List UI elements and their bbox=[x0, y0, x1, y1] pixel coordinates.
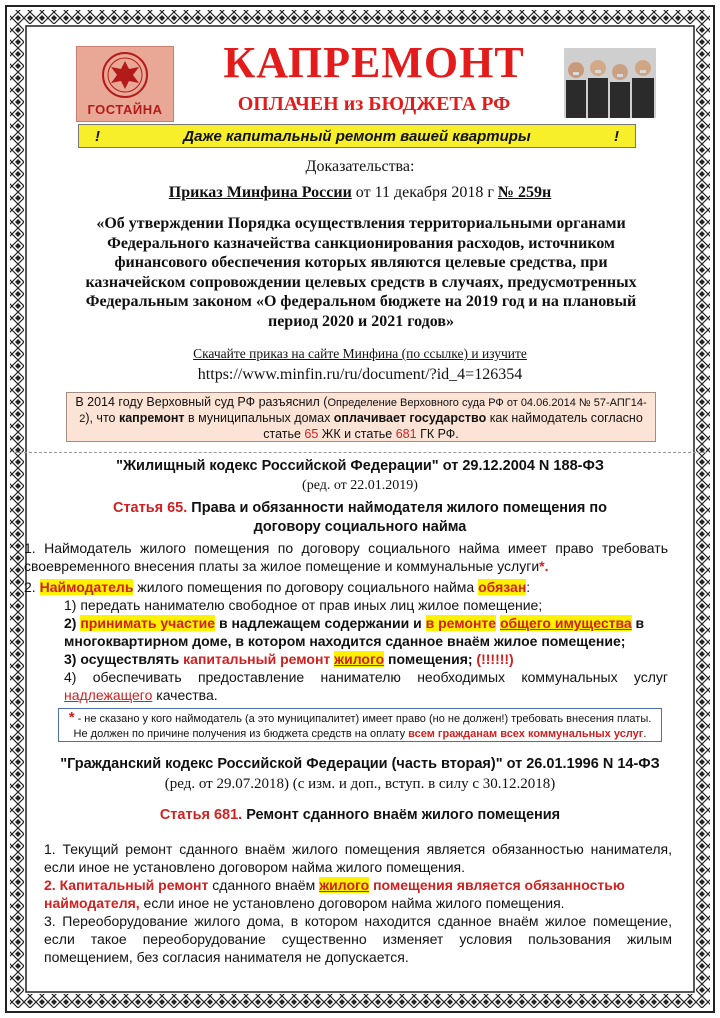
housing-code-title: "Жилищный кодекс Российской Федерации" от 29.12.2004 N 188-ФЗ bbox=[116, 458, 604, 474]
article-681-title: Ремонт сданного внаём жилого помещения bbox=[242, 807, 561, 823]
p2-num: 2. bbox=[24, 579, 40, 595]
p2-landlord: Наймодатель bbox=[39, 579, 134, 595]
article-65-label: Статья 65. bbox=[112, 500, 188, 516]
gostaina-logo bbox=[76, 46, 174, 122]
list-item bbox=[64, 614, 668, 650]
housing-code-edition: (ред. от 22.01.2019) bbox=[302, 478, 418, 493]
court-text-c: ), что bbox=[85, 411, 119, 425]
i2-repair: в ремонте bbox=[425, 615, 497, 631]
obligations-list bbox=[64, 596, 668, 704]
minfin-url[interactable]: https://www.minfin.ru/ru/document/?id_4=126354 bbox=[197, 366, 523, 383]
note-line2-end: . bbox=[643, 728, 647, 740]
article-681-p1: 1. Текущий ремонт сданного внаём жилого помещения является обязанностью нанимателя, если иное не установлено договором найма жилого помещения. bbox=[44, 841, 672, 875]
banner-text: Даже капитальный ремонт вашей квартиры bbox=[183, 127, 531, 145]
i3-exclaims: (!!!!!!) bbox=[476, 651, 514, 667]
list-item: 1) передать нанимателю свободное от прав иных лиц жилое помещение; bbox=[64, 597, 543, 613]
note-box bbox=[58, 708, 662, 742]
content bbox=[24, 34, 676, 984]
article-681-p3: 3. Переоборудование жилого дома, в котором находится сданное внаём жилое помещение, если такое переоборудование существенно изменяет условия пользования жилым помещением, без согласия нанимателя не допускается. bbox=[44, 913, 672, 965]
article-681-p2 bbox=[44, 876, 672, 912]
p2-capital-repair: 2. Капитальный ремонт bbox=[44, 877, 209, 893]
i2-g: в многоквартирном доме, в котором находится сданное внаём жилое помещение; bbox=[64, 615, 645, 649]
court-capremont: капремонт bbox=[118, 411, 185, 425]
download-hint[interactable]: Скачайте приказ на сайте Минфина (по ссылке) и изучите bbox=[193, 346, 527, 361]
i2-participate: принимать участие bbox=[80, 615, 216, 631]
p2-landlord-duty: помещения является обязанностью наймодателя, bbox=[44, 877, 625, 911]
court-art-65: 65 bbox=[304, 427, 319, 441]
p2-residential: жилого bbox=[319, 877, 370, 893]
article-65-p1 bbox=[24, 539, 668, 575]
i2-common-property: общего имущества bbox=[499, 615, 632, 631]
i3-e: помещения; bbox=[384, 651, 477, 667]
i2-c: в надлежащем содержании и bbox=[215, 615, 426, 631]
headline-banner bbox=[78, 124, 636, 148]
order-date: от 11 декабря 2018 г bbox=[351, 184, 498, 201]
article-65-p2 bbox=[24, 578, 668, 596]
note-line2: Не должен по причине получения из бюджета средств на оплату bbox=[73, 728, 409, 740]
court-ruling: Определение Верховного суда РФ от 04.06.2014 № 57-АПГ14-2 bbox=[79, 397, 647, 425]
logo-text: ГОСТАЙНА bbox=[87, 102, 163, 117]
note-line1: - не сказано у кого наймодатель (а это муниципалитет) имеет право (но не должен!) требовать внесения платы. bbox=[74, 713, 652, 725]
proof-label: Доказательства: bbox=[305, 158, 415, 175]
court-art-681: 681 bbox=[395, 427, 417, 441]
banner-exclaim-right: ! bbox=[614, 127, 619, 145]
p1-star: *. bbox=[539, 558, 549, 574]
order-reference bbox=[44, 184, 676, 202]
page-title: КАПРЕМОНТ bbox=[223, 38, 525, 87]
order-quote: «Об утверждении Порядка осуществления территориальными органами Федерального казначейства санкционирования расходов, источником финансового обеспечения которых являются целевые средства, при казначейском сопровождении целевых средств в случаях, предусмотренных Федеральным законом «О федеральном бюджете на 2019 год и на плановый период 2020 и 2021 годов» bbox=[85, 215, 637, 330]
note-star: * bbox=[68, 709, 75, 726]
p2-end: : bbox=[526, 579, 531, 595]
civil-code-edition: (ред. от 29.07.2018) (с изм. и доп., вступ. в силу с 30.12.2018) bbox=[164, 776, 556, 792]
header bbox=[44, 34, 676, 122]
banner-exclaim-left: ! bbox=[95, 127, 100, 145]
i2-a: 2) bbox=[64, 615, 81, 631]
court-text-i: ЖК и статье bbox=[318, 427, 396, 441]
court-state-pays: оплачивает государство bbox=[333, 411, 487, 425]
i4-c: качества. bbox=[152, 687, 218, 703]
court-text-a: В 2014 году Верховный суд РФ разъяснил ( bbox=[75, 395, 328, 409]
divider bbox=[14, 452, 706, 453]
page-subtitle: ОПЛАЧЕН из БЮДЖЕТА РФ bbox=[237, 93, 511, 115]
civil-code-title: "Гражданский кодекс Российской Федерации (часть вторая)" от 26.01.1996 N 14-ФЗ bbox=[60, 756, 660, 772]
article-65-title: Права и обязанности наймодателя жилого помещения по договору социального найма bbox=[187, 500, 608, 535]
court-text-e: в муниципальных домах bbox=[184, 411, 334, 425]
i3-a: 3) осуществлять bbox=[64, 651, 184, 667]
court-text-g: как наймодатель согласно статье bbox=[263, 411, 643, 441]
i4-a: 4) обеспечивать предоставление нанимателю необходимых коммунальных услуг bbox=[64, 669, 668, 685]
court-text-k: ГК РФ. bbox=[416, 427, 459, 441]
article-65-heading bbox=[104, 499, 616, 537]
order-number: № 259н bbox=[497, 184, 552, 201]
p2-mid: жилого помещения по договору социального найма bbox=[133, 579, 479, 595]
p2-obliged: обязан bbox=[478, 579, 527, 595]
p2-e: если иное не установлено договором найма жилого помещения. bbox=[139, 895, 565, 911]
p2-b: сданного внаём bbox=[208, 877, 320, 893]
article-681-label: Статья 681. bbox=[159, 807, 243, 823]
article-681-heading bbox=[44, 807, 676, 823]
supreme-court-box bbox=[66, 392, 656, 442]
i3-residential: жилого bbox=[334, 651, 385, 667]
list-item bbox=[64, 650, 668, 668]
note-line2-red: всем гражданам всех коммунальных услуг bbox=[408, 728, 644, 740]
p1-text: 1. Наймодатель жилого помещения по договору социального найма имеет право требовать своевременного внесения платы за жилое помещение и коммунальные услуги bbox=[24, 540, 668, 574]
i4-proper: надлежащего bbox=[64, 687, 153, 703]
people-photo bbox=[564, 48, 656, 118]
eagle-emblem-icon bbox=[99, 49, 151, 101]
list-item bbox=[64, 668, 668, 704]
i3-capital-repair: капитальный ремонт bbox=[183, 651, 331, 667]
order-name: Приказ Минфина России bbox=[168, 184, 352, 201]
